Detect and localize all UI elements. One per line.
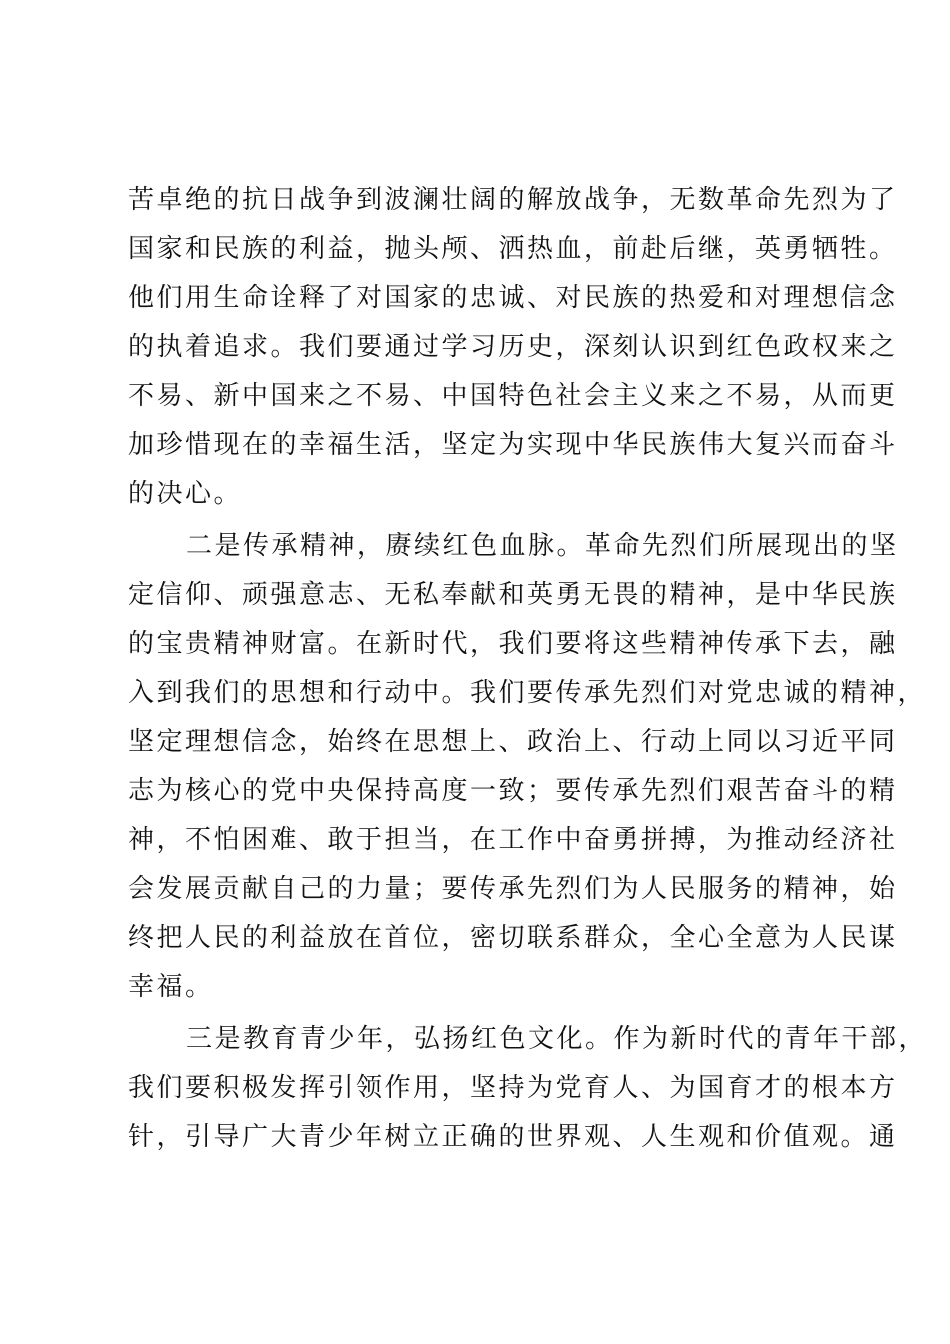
paragraph-line: 的宝贵精神财富。在新时代，我们要将这些精神传承下去，融 [128, 629, 898, 659]
paragraph-line: 苦卓绝的抗日战争到波澜壮阔的解放战争，无数革命先烈为了 [128, 185, 898, 215]
paragraph-1 [128, 176, 898, 519]
paragraph-line: 针，引导广大青少年树立正确的世界观、人生观和价值观。通 [128, 1122, 898, 1152]
paragraph-2 [128, 522, 927, 1012]
paragraph-line: 他们用生命诠释了对国家的忠诚、对民族的热爱和对理想信念 [128, 283, 898, 313]
paragraph-line: 的决心。 [128, 479, 243, 509]
paragraph-3 [128, 1015, 928, 1162]
paragraph-line: 二是传承精神，赓续红色血脉。革命先烈们所展现出的坚 [186, 531, 899, 561]
paragraph-line: 不易、新中国来之不易、中国特色社会主义来之不易，从而更 [128, 381, 898, 411]
paragraph-line: 定信仰、顽强意志、无私奉献和英勇无畏的精神，是中华民族 [128, 580, 898, 610]
body-text [128, 176, 928, 1162]
paragraph-line: 我们要积极发挥引领作用，坚持为党育人、为国育才的根本方 [128, 1073, 898, 1103]
paragraph-line: 终把人民的利益放在首位，密切联系群众，全心全意为人民谋 [128, 923, 898, 953]
paragraph-line: 神，不怕困难、敢于担当，在工作中奋勇拼搏，为推动经济社 [128, 825, 898, 855]
paragraph-line: 入到我们的思想和行动中。我们要传承先烈们对党忠诚的精神， [128, 678, 927, 708]
paragraph-line: 志为核心的党中央保持高度一致；要传承先烈们艰苦奋斗的精 [128, 776, 898, 806]
paragraph-line: 加珍惜现在的幸福生活，坚定为实现中华民族伟大复兴而奋斗 [128, 430, 898, 460]
paragraph-line: 幸福。 [128, 972, 214, 1002]
paragraph-line: 的执着追求。我们要通过学习历史，深刻认识到红色政权来之 [128, 332, 898, 362]
paragraph-line: 会发展贡献自己的力量；要传承先烈们为人民服务的精神，始 [128, 874, 898, 904]
paragraph-line: 三是教育青少年，弘扬红色文化。作为新时代的青年干部， [186, 1024, 928, 1054]
paragraph-line: 国家和民族的利益，抛头颅、洒热血，前赴后继，英勇牺牲。 [128, 234, 898, 264]
paragraph-line: 坚定理想信念，始终在思想上、政治上、行动上同以习近平同 [128, 727, 898, 757]
